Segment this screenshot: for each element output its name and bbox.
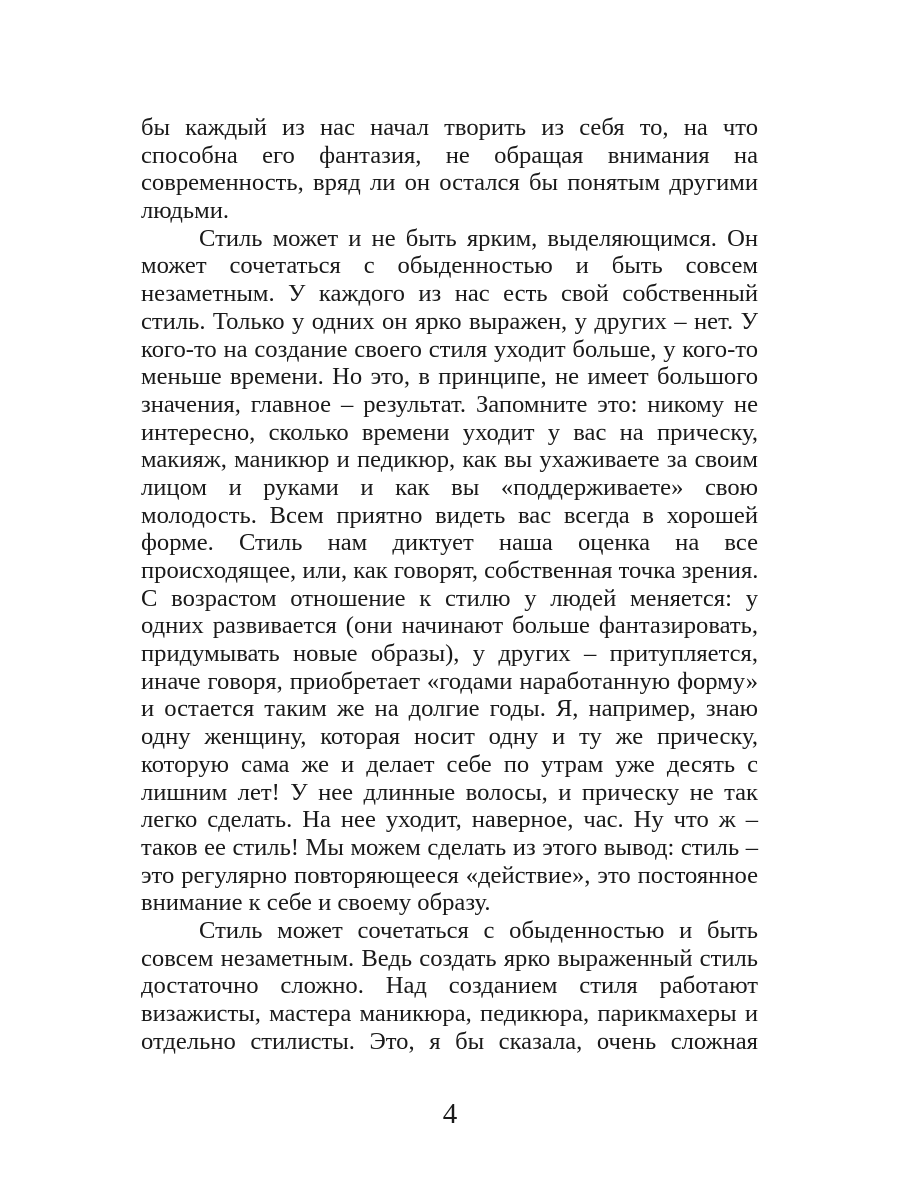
text-line: происходящее, или, как говорят, собственная точка зрения.	[141, 557, 759, 584]
text-line: С возрастом отношение к стилю у людей меняется: у	[141, 584, 758, 612]
text-line: форме. Стиль нам диктует наша оценка на все	[141, 529, 758, 557]
text-line: внимание к себе и своему образу.	[141, 889, 491, 917]
page-number: 4	[442, 1098, 458, 1130]
text-line: современность, вряд ли он остался бы понятым другими	[141, 169, 758, 197]
text-line: это регулярно повторяющееся «действие», это постоянное	[141, 861, 758, 889]
text-line: отдельно стилисты. Это, я бы сказала, очень сложная	[141, 1027, 758, 1055]
text-line: одних развивается (они начинают больше фантазировать,	[141, 612, 758, 640]
text-line: которую сама же и делает себе по утрам уже десять с	[141, 750, 758, 778]
text-line: меньше времени. Но это, в принципе, не имеет большого	[141, 363, 758, 391]
text-line: Стиль может и не быть ярким, выделяющимся. Он	[199, 224, 758, 252]
text-line: людьми.	[141, 197, 229, 225]
paragraph-3	[141, 917, 758, 1055]
text-line: иначе говоря, приобретает «годами наработанную форму»	[141, 667, 758, 695]
text-line: интересно, сколько времени уходит у вас на прическу,	[141, 418, 758, 446]
body-text	[141, 114, 758, 1055]
text-line: значения, главное – результат. Запомните это: никому не	[141, 390, 758, 418]
text-line: незаметным. У каждого из нас есть свой собственный	[141, 280, 758, 308]
text-line: легко сделать. На нее уходит, наверное, час. Ну что ж –	[141, 806, 758, 834]
text-line: способна его фантазия, не обращая внимания на	[141, 141, 758, 169]
text-line: может сочетаться с обыденностью и быть совсем	[141, 252, 758, 280]
text-line: лицом и руками и как вы «поддерживаете» свою	[141, 473, 758, 501]
text-line: лишним лет! У нее длинные волосы, и прическу не так	[141, 778, 758, 806]
text-line: одну женщину, которая носит одну и ту же прическу,	[141, 723, 758, 751]
text-line: визажисты, мастера маникюра, педикюра, парикмахеры и	[141, 1000, 758, 1027]
text-line: молодость. Всем приятно видеть вас всегда в хорошей	[141, 501, 758, 529]
text-line: придумывать новые образы), у других – притупляется,	[141, 640, 758, 668]
text-line: стиль. Только у одних он ярко выражен, у других – нет. У	[141, 307, 758, 335]
text-line: Стиль может сочетаться с обыденностью и быть	[199, 916, 758, 944]
text-line: кого-то на создание своего стиля уходит больше, у кого-то	[141, 335, 758, 363]
paragraph-2	[141, 225, 758, 917]
text-line: макияж, маникюр и педикюр, как вы ухаживаете за своим	[141, 446, 758, 474]
text-line: и остается таким же на долгие годы. Я, например, знаю	[141, 695, 758, 723]
text-line: совсем незаметным. Ведь создать ярко выраженный стиль	[141, 944, 758, 972]
text-line: бы каждый из нас начал творить из себя то, на что	[141, 114, 758, 141]
text-line: достаточно сложно. Над созданием стиля работают	[141, 972, 758, 1000]
text-line: таков ее стиль! Мы можем сделать из этого вывод: стиль –	[141, 833, 758, 861]
paragraph-1	[141, 114, 758, 225]
